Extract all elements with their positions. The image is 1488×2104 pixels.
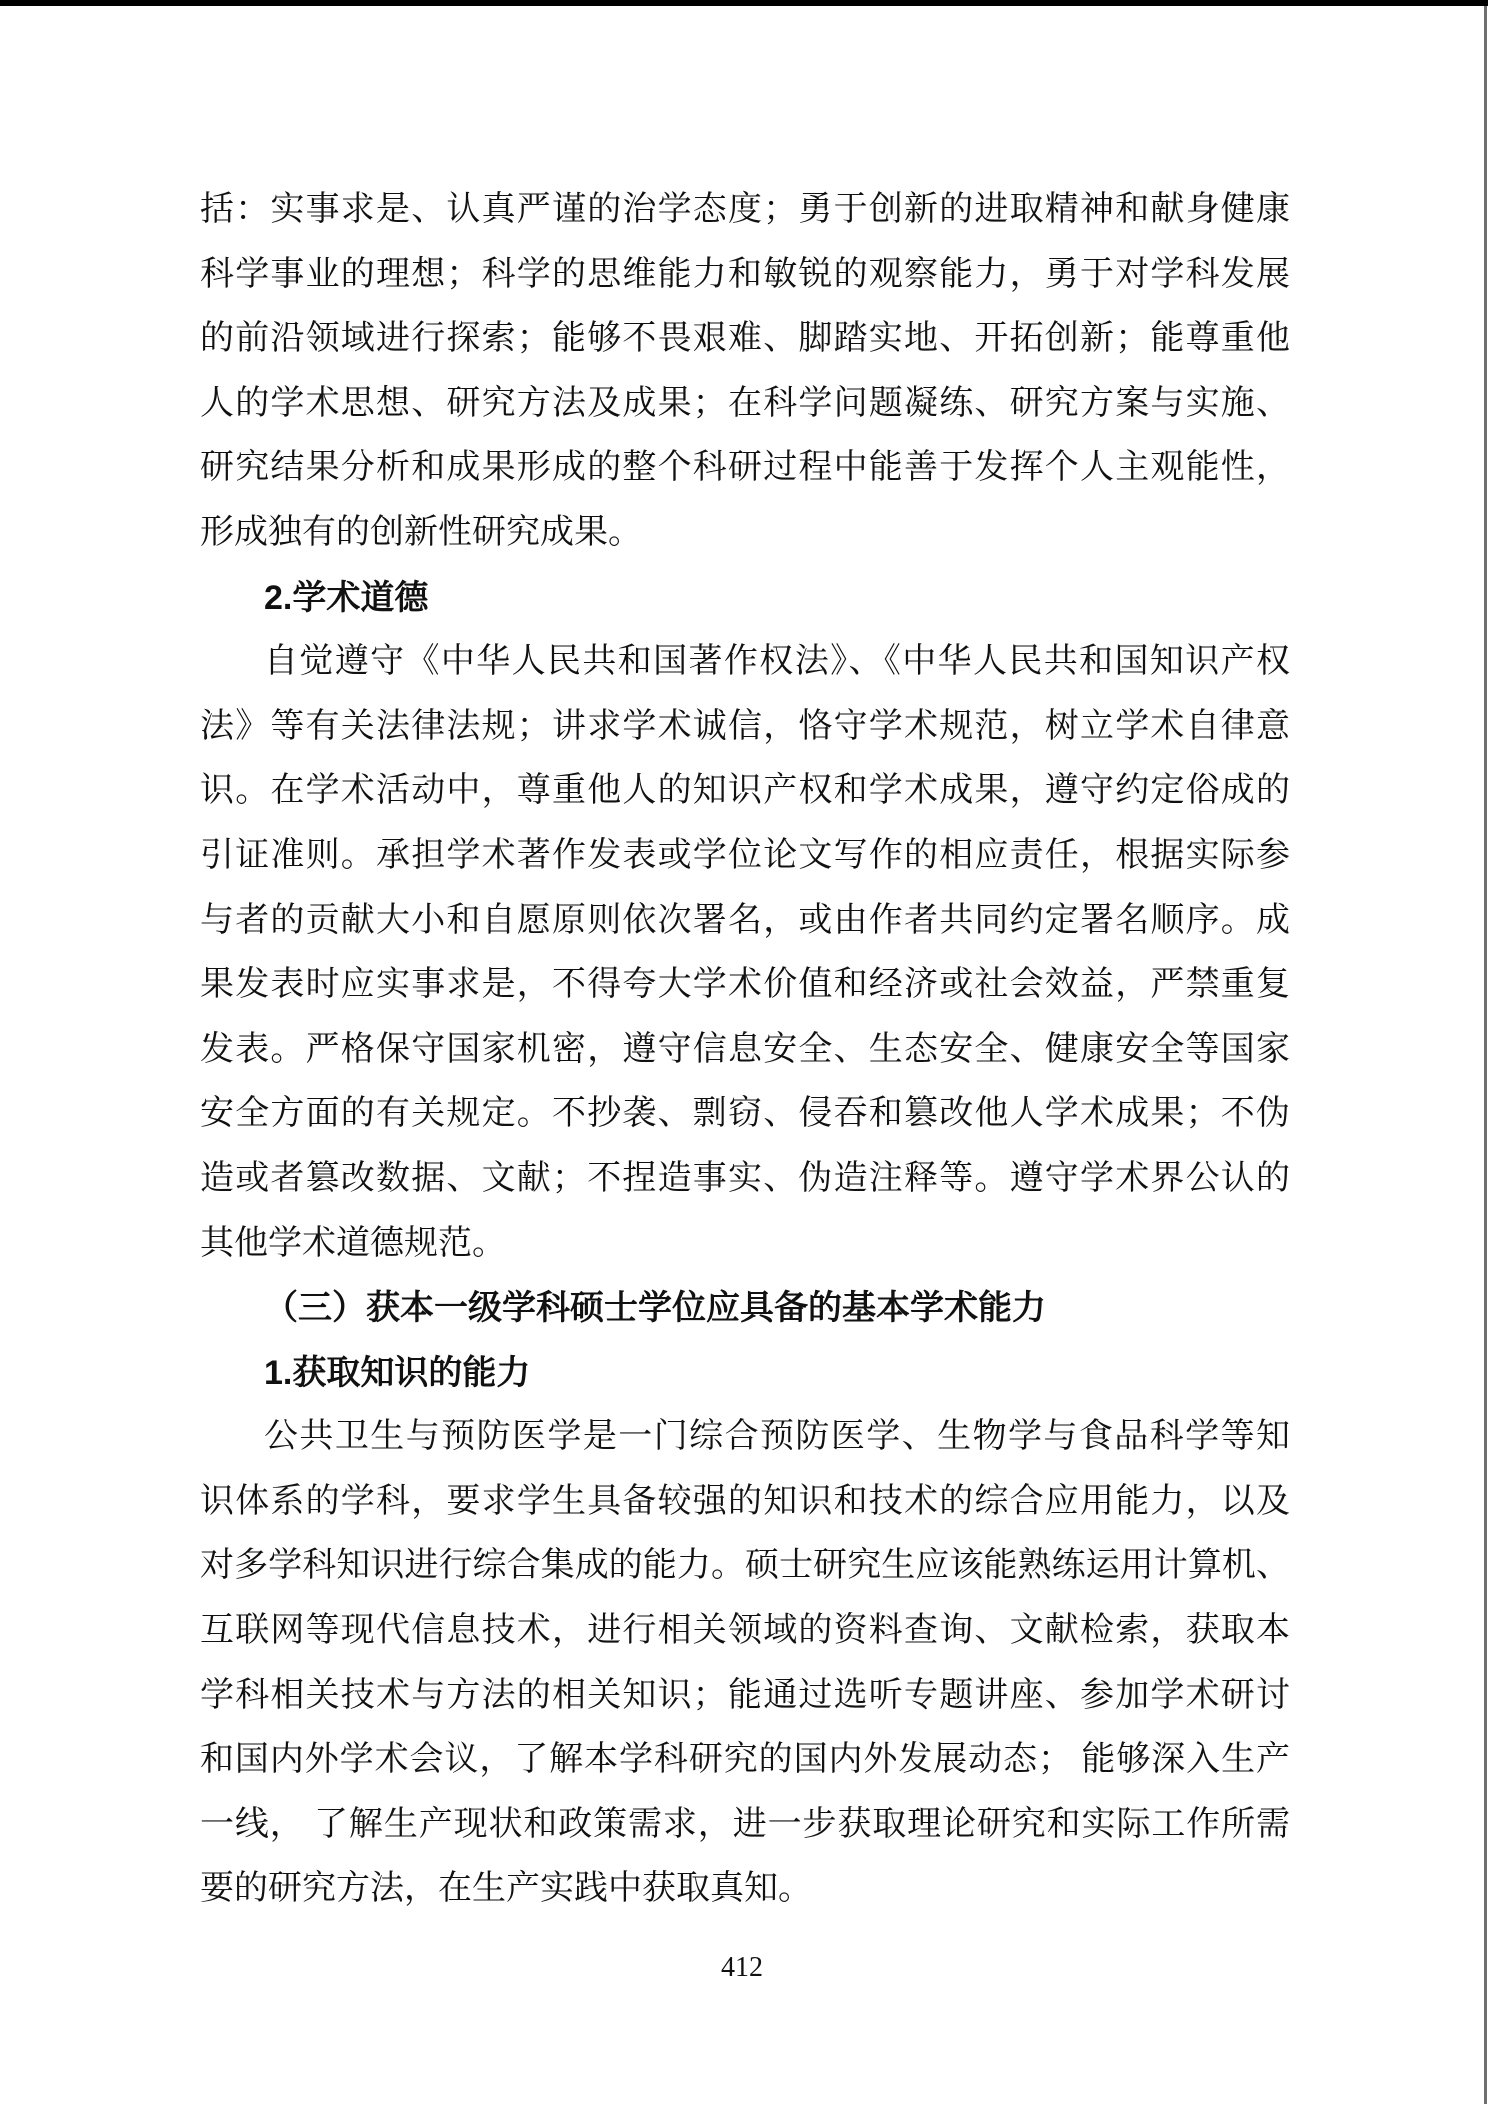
- scan-right-border: [1484, 6, 1487, 2104]
- text-line: 发表。严格保守国家机密，遵守信息安全、生态安全、健康安全等国家: [200, 1030, 1290, 1068]
- text-line: 法》等有关法律法规；讲求学术诚信，恪守学术规范，树立学术自律意: [200, 707, 1290, 745]
- text-line: 形成独有的创新性研究成果。: [200, 513, 642, 551]
- text-line: 自觉遵守《中华人民共和国著作权法》、《中华人民共和国知识产权: [264, 643, 1290, 681]
- text-line: 一线， 了解生产现状和政策需求，进一步获取理论研究和实际工作所需: [200, 1805, 1290, 1843]
- text-line: 互联网等现代信息技术，进行相关领域的资料查询、文献检索，获取本: [200, 1612, 1290, 1650]
- text-line: 其他学术道德规范。: [200, 1224, 506, 1262]
- text-line: 人的学术思想、研究方法及成果；在科学问题凝练、研究方案与实施、: [200, 384, 1290, 422]
- text-line: 安全方面的有关规定。不抄袭、剽窃、侵吞和篡改他人学术成果；不伪: [200, 1095, 1290, 1133]
- page-footer: [0, 1952, 1484, 1984]
- section-heading: 1.获取知识的能力: [264, 1353, 531, 1392]
- text-line: 科学事业的理想；科学的思维能力和敏锐的观察能力，勇于对学科发展: [200, 255, 1290, 293]
- text-line: 的前沿领域进行探索；能够不畏艰难、脚踏实地、开拓创新；能尊重他: [200, 320, 1290, 358]
- page-number: 412: [721, 1952, 763, 1983]
- text-line: 学科相关技术与方法的相关知识；能通过选听专题讲座、参加学术研讨: [200, 1676, 1290, 1714]
- text-line: 引证准则。承担学术著作发表或学位论文写作的相应责任，根据实际参: [200, 836, 1290, 874]
- text-line: 造或者篡改数据、文献；不捏造事实、伪造注释等。遵守学术界公认的: [200, 1159, 1290, 1197]
- text-line: 果发表时应实事求是，不得夸大学术价值和经济或社会效益，严禁重复: [200, 966, 1290, 1004]
- section-heading: （三）获本一级学科硕士学位应具备的基本学术能力: [264, 1289, 1046, 1328]
- text-line: 识。在学术活动中，尊重他人的知识产权和学术成果，遵守约定俗成的: [200, 772, 1290, 810]
- text-line: 识体系的学科，要求学生具备较强的知识和技术的综合应用能力，以及: [200, 1482, 1290, 1520]
- text-line: 和国内外学术会议，了解本学科研究的国内外发展动态； 能够深入生产: [200, 1741, 1290, 1779]
- scan-top-border: [0, 0, 1488, 6]
- text-line: 公共卫生与预防医学是一门综合预防医学、生物学与食品科学等知: [264, 1418, 1290, 1456]
- text-line: 括：实事求是、认真严谨的治学态度；勇于创新的进取精神和献身健康: [200, 191, 1290, 228]
- section-heading: 2.学术道德: [264, 578, 429, 617]
- text-line: 与者的贡献大小和自愿原则依次署名，或由作者共同约定署名顺序。成: [200, 901, 1290, 939]
- document-body: [200, 178, 1290, 1922]
- text-line: 要的研究方法，在生产实践中获取真知。: [200, 1870, 812, 1908]
- text-line: 对多学科知识进行综合集成的能力。硕士研究生应该能熟练运用计算机、: [200, 1547, 1290, 1585]
- text-line: 研究结果分析和成果形成的整个科研过程中能善于发挥个人主观能性，: [200, 449, 1290, 487]
